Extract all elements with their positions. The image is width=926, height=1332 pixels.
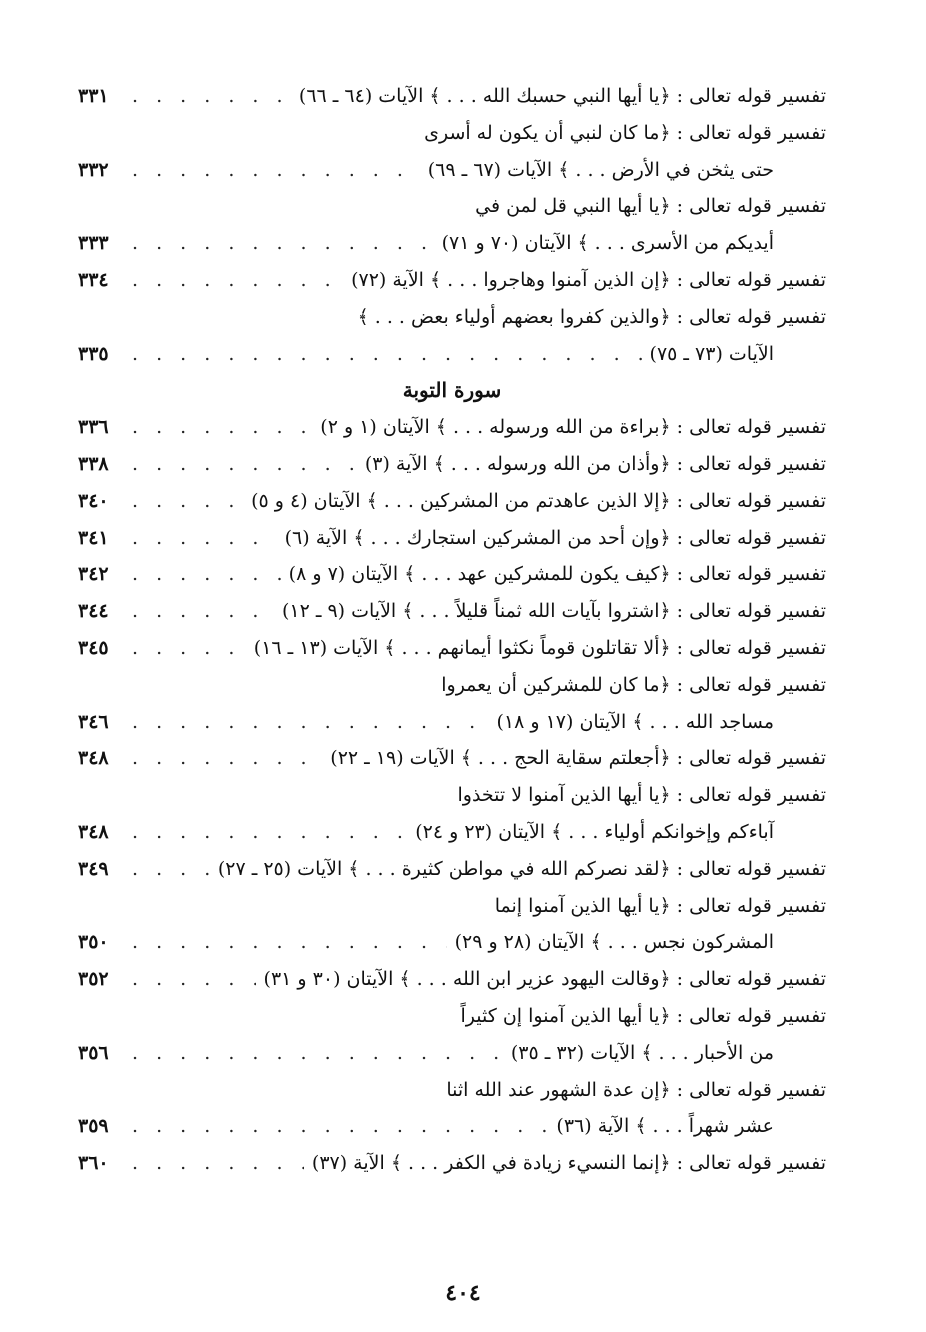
dot-leader	[132, 1035, 503, 1072]
dot-leader	[132, 924, 447, 961]
toc-entry	[78, 814, 826, 851]
toc-entry	[78, 667, 826, 704]
dot-leader	[132, 961, 256, 998]
toc-entry-page: ٣٤٤	[78, 600, 109, 623]
toc-entry-title: تفسير قوله تعالى : ﴿إن عدة الشهور عند الله اثنا	[446, 1078, 826, 1101]
toc-entry	[78, 961, 826, 998]
dot-leader	[132, 556, 281, 593]
toc-entry	[78, 188, 826, 225]
toc-entry-page: ٣٥٢	[78, 968, 109, 991]
toc-entry	[78, 1035, 826, 1072]
dot-leader	[132, 593, 274, 630]
toc-entry-title: تفسير قوله تعالى : ﴿ما كان لنبي أن يكون له أسرى	[424, 121, 826, 144]
toc-entry-title: تفسير قوله تعالى : ﴿إلا الذين عاهدتم من المشركين . . . ﴾ الآيتان (٤ و ٥)	[251, 489, 826, 512]
toc-entry-page: ٣٥٩	[78, 1115, 109, 1138]
dot-leader	[132, 483, 243, 520]
toc-section-tawbah	[78, 409, 826, 1182]
toc-entry-title: تفسير قوله تعالى : ﴿وإن أحد من المشركين استجارك . . . ﴾ الآية (٦)	[284, 526, 826, 549]
toc-entry	[78, 409, 826, 446]
toc-entry-title: أيديكم من الأسرى . . . ﴾ الآيتان (٧٠ و ٧١)	[441, 232, 774, 255]
page-number: ٤٠٤	[445, 1280, 481, 1306]
toc-entry	[78, 1145, 826, 1182]
toc-entry-page: ٣٣٢	[78, 158, 109, 181]
toc-entry-page: ٣٣٥	[78, 342, 109, 365]
toc-entry-title: تفسير قوله تعالى : ﴿أجعلتم سقاية الحج . . . ﴾ الآيات (١٩ ـ ٢٢)	[330, 747, 826, 770]
toc-entry-title: عشر شهراً . . . ﴾ الآية (٣٦)	[556, 1115, 774, 1138]
toc-entry	[78, 556, 826, 593]
toc-entry-page: ٣٤٥	[78, 636, 109, 659]
toc-entry-title: من الأحبار . . . ﴾ الآيات (٣٢ ـ ٣٥)	[510, 1041, 774, 1064]
surah-heading: سورة التوبة	[402, 378, 502, 403]
toc-entry	[78, 1072, 826, 1109]
toc-entry-page: ٣٤٠	[78, 489, 109, 512]
toc-entry-title: تفسير قوله تعالى : ﴿يا أيها الذين آمنوا إنما	[494, 894, 826, 917]
toc-entry-title: تفسير قوله تعالى : ﴿اشتروا بآيات الله ثمناً قليلاً . . . ﴾ الآيات (٩ ـ ١٢)	[281, 600, 826, 623]
dot-leader	[132, 704, 488, 741]
dot-leader	[132, 78, 291, 115]
toc-entry-page: ٣٥٦	[78, 1041, 109, 1064]
toc-entry-title: حتى يثخن في الأرض . . . ﴾ الآيات (٦٧ ـ ٦٩)	[427, 158, 774, 181]
toc-entry-page: ٣٤٨	[78, 820, 109, 843]
toc-entry	[78, 888, 826, 925]
toc-entry-title: تفسير قوله تعالى : ﴿إنما النسيء زيادة في الكفر . . . ﴾ الآية (٣٧)	[311, 1152, 826, 1175]
toc-entry-title: تفسير قوله تعالى : ﴿يا أيها النبي حسبك الله . . . ﴾ الآيات (٦٤ ـ ٦٦)	[298, 85, 826, 107]
toc-entry-title: تفسير قوله تعالى : ﴿يا أيها الذين آمنوا لا تتخذوا	[457, 784, 826, 807]
dot-leader	[132, 446, 357, 483]
dot-leader	[132, 740, 322, 777]
toc-entry	[78, 115, 826, 152]
toc-entry	[78, 483, 826, 520]
toc-entry	[78, 520, 826, 557]
toc-entry-page: ٣٥٠	[78, 931, 109, 954]
toc-entry-title: تفسير قوله تعالى : ﴿ما كان للمشركين أن يعمروا	[441, 673, 826, 696]
dot-leader	[132, 336, 642, 373]
toc-entry-page: ٣٤٩	[78, 857, 109, 880]
toc-entry-title: تفسير قوله تعالى : ﴿لقد نصركم الله في مواطن كثيرة . . . ﴾ الآيات (٢٥ ـ ٢٧)	[217, 857, 826, 880]
dot-leader	[132, 1108, 548, 1145]
toc-entry-title: تفسير قوله تعالى : ﴿إن الذين آمنوا وهاجروا . . . ﴾ الآية (٧٢)	[351, 268, 826, 291]
toc-entry	[78, 225, 826, 262]
dot-leader	[132, 851, 210, 888]
toc-entry-title: الآيات (٧٣ ـ ٧٥)	[649, 342, 774, 365]
toc-entry-title: تفسير قوله تعالى : ﴿وقالت اليهود عزير ابن الله . . . ﴾ الآيتان (٣٠ و ٣١)	[263, 968, 826, 991]
toc-entry	[78, 299, 826, 336]
toc-entry	[78, 593, 826, 630]
toc-entry-page: ٣٣٦	[78, 416, 109, 439]
dot-leader	[132, 152, 420, 189]
dot-leader	[132, 630, 246, 667]
toc-entry	[78, 777, 826, 814]
toc-entry-title: مساجد الله . . . ﴾ الآيتان (١٧ و ١٨)	[496, 710, 774, 733]
toc-entry	[78, 1108, 826, 1145]
toc-entry-page: ٣٦٠	[78, 1152, 109, 1175]
toc-entry-page: ٣٣٨	[78, 452, 109, 475]
toc-entry-title: تفسير قوله تعالى : ﴿يا أيها الذين آمنوا إن كثيراً	[460, 1004, 826, 1027]
toc-entry-page: ٣٣١	[78, 85, 109, 107]
dot-leader	[132, 409, 312, 446]
toc-entry-page: ٣٤٦	[78, 710, 109, 733]
toc-entry-title: تفسير قوله تعالى : ﴿براءة من الله ورسوله . . . ﴾ الآيتان (١ و ٢)	[320, 416, 826, 439]
toc-entry	[78, 336, 826, 373]
toc-entry	[78, 851, 826, 888]
dot-leader	[132, 1145, 304, 1182]
dot-leader	[132, 520, 277, 557]
toc-entry	[78, 924, 826, 961]
toc-entry-page: ٣٤٨	[78, 747, 109, 770]
toc-entry	[78, 78, 826, 115]
toc-entry-page: ٣٣٤	[78, 268, 109, 291]
toc-entry	[78, 740, 826, 777]
toc-entry	[78, 704, 826, 741]
toc-entry-page: ٣٣٣	[78, 232, 109, 255]
toc-entry	[78, 630, 826, 667]
toc-entry	[78, 262, 826, 299]
dot-leader	[132, 814, 407, 851]
dot-leader	[132, 225, 434, 262]
toc-entry-title: تفسير قوله تعالى : ﴿وأذان من الله ورسوله . . . ﴾ الآية (٣)	[364, 452, 826, 475]
toc-entry-title: تفسير قوله تعالى : ﴿والذين كفروا بعضهم أولياء بعض . . . ﴾	[357, 305, 826, 328]
toc-entry-title: المشركون نجس . . . ﴾ الآيتان (٢٨ و ٢٩)	[454, 931, 774, 954]
toc-entry	[78, 152, 826, 189]
toc-section-anfal	[78, 78, 826, 372]
toc-entry-page: ٣٤١	[78, 526, 109, 549]
toc-entry-title: تفسير قوله تعالى : ﴿ألا تقاتلون قوماً نكثوا أيمانهم . . . ﴾ الآيات (١٣ ـ ١٦)	[253, 636, 826, 659]
table-of-contents	[78, 78, 826, 1182]
dot-leader	[132, 262, 343, 299]
toc-entry	[78, 998, 826, 1035]
toc-entry	[78, 446, 826, 483]
toc-entry-title: تفسير قوله تعالى : ﴿يا أيها النبي قل لمن في	[475, 195, 826, 218]
toc-entry-title: تفسير قوله تعالى : ﴿كيف يكون للمشركين عهد . . . ﴾ الآيتان (٧ و ٨)	[288, 563, 826, 586]
toc-entry-page: ٣٤٢	[78, 563, 109, 586]
toc-entry-title: آباءكم وإخوانكم أولياء . . . ﴾ الآيتان (٢٣ و ٢٤)	[415, 820, 774, 843]
